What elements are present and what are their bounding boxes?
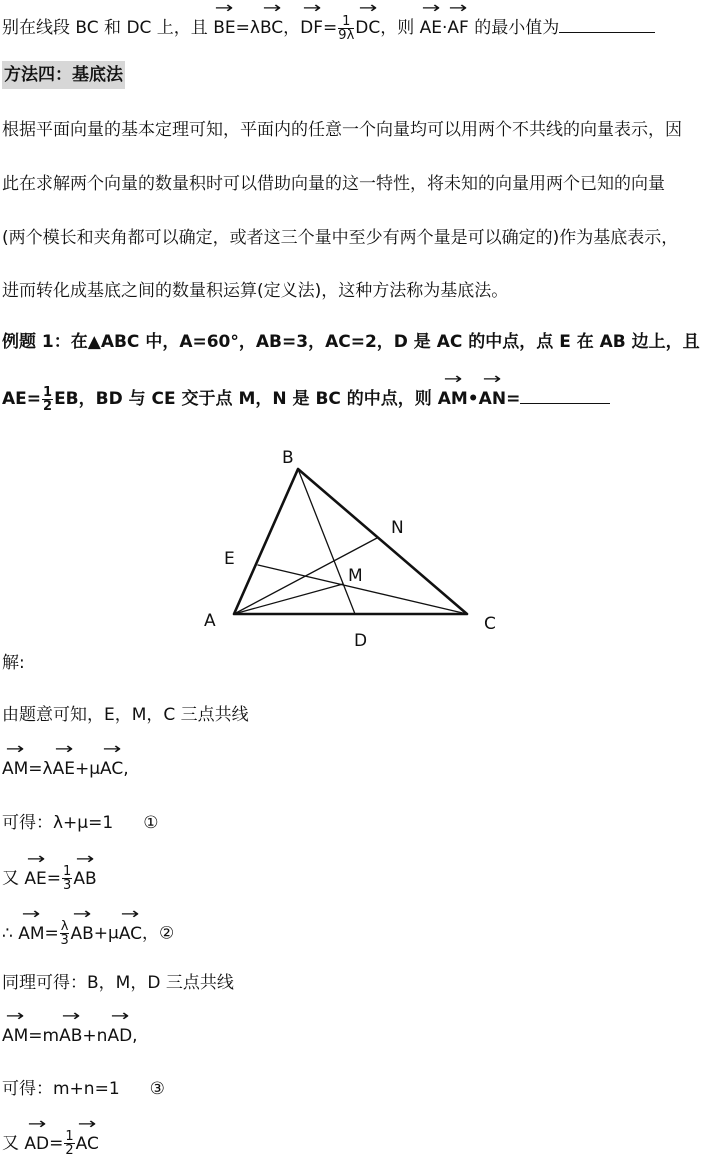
text: =λ (235, 18, 260, 38)
vector-ac: → AC (100, 758, 123, 780)
vector-ab: → AB (70, 923, 93, 945)
text: = (506, 389, 521, 409)
text: = (46, 868, 62, 889)
text: +μ (74, 759, 101, 779)
label-e: E (224, 549, 235, 569)
denominator: 2 (43, 398, 53, 414)
vector-ae: → AE (24, 868, 46, 890)
fraction (62, 865, 72, 892)
solution-step-3 (2, 812, 158, 834)
text: EB，BD 与 CE 交于点 M，N 是 BC 的中点，则 (54, 389, 438, 409)
text: , (132, 1026, 138, 1046)
denominator: 9λ (338, 27, 355, 43)
problem-tail-line (2, 14, 655, 42)
vector-ab: → AB (59, 1025, 82, 1047)
intro-line-4: 进而转化成基底之间的数量积运算(定义法)，这种方法称为基底法。 (2, 281, 509, 301)
solution-step-8 (2, 1078, 165, 1100)
text: ∴ (2, 923, 19, 944)
text: 又 (2, 1133, 25, 1154)
text: , (123, 759, 129, 779)
text: +μ (93, 923, 119, 944)
text: AE= (2, 389, 42, 409)
heading-text: 方法四：基底法 (2, 61, 125, 89)
vector-ad: → AD (107, 1025, 132, 1047)
label-n: N (391, 518, 404, 538)
solution-step-9 (2, 1130, 99, 1157)
vector-bc: → BC (260, 17, 283, 39)
text: ， (142, 923, 160, 944)
numerator: λ (60, 919, 69, 934)
text: 又 (2, 868, 25, 889)
denominator: 3 (60, 933, 69, 948)
solution-step-2 (2, 758, 129, 780)
segment-ce (258, 565, 467, 614)
text: =m (28, 1026, 60, 1046)
text: ， (283, 18, 301, 38)
vector-ad: → AD (24, 1133, 49, 1155)
label-a: A (204, 611, 216, 631)
vector-dc: → DC (355, 17, 380, 39)
vector-ac: → AC (119, 923, 142, 945)
triangle-abc (234, 469, 467, 614)
intro-line-1: 根据平面向量的基本定理可知，平面内的任意一个向量均可以用两个不共线的向量表示，因 (2, 120, 682, 140)
vector-df: → DF (300, 17, 323, 39)
label-m: M (348, 566, 363, 586)
label-d: D (354, 631, 368, 651)
vector-ae: → AE (420, 17, 442, 39)
numerator: 1 (338, 15, 354, 29)
segment-am (234, 584, 343, 614)
vector-ab: → AB (73, 868, 96, 890)
equation-marker: ② (159, 923, 175, 944)
vector-ae: → AE (53, 758, 75, 780)
text: +n (82, 1026, 108, 1046)
text: · (442, 18, 448, 38)
numerator: 1 (65, 1129, 74, 1144)
fraction (338, 15, 354, 42)
intro-line-3: (两个模长和夹角都可以确定，或者这三个量中至少有两个量是可以确定的)作为基底表示， (2, 228, 679, 248)
fraction (42, 386, 53, 413)
vector-an: → AN (479, 388, 506, 410)
text: ，则 (380, 18, 420, 38)
text: 别在线段 BC 和 DC 上，且 (2, 18, 214, 38)
answer-blank[interactable] (520, 385, 610, 404)
solution-step-5 (2, 920, 174, 947)
solution-title: 解: (2, 653, 25, 673)
example-line-2 (2, 385, 610, 413)
solution-step-1: 由题意可知，E，M，C 三点共线 (2, 705, 249, 725)
solution-step-7 (2, 1025, 138, 1047)
equation-marker: ③ (149, 1079, 165, 1099)
fraction (60, 920, 70, 947)
numerator: 1 (43, 384, 53, 400)
vector-am: → AM (2, 758, 28, 780)
text: 可得：m+n=1 (2, 1079, 120, 1099)
vector-af: → AF (447, 17, 468, 39)
vector-am: → AM (2, 1025, 28, 1047)
equation-marker: ① (143, 813, 159, 833)
text: = (49, 1133, 64, 1154)
vector-am: → AM (438, 388, 468, 410)
example-line-1: 例题 1：在▲ABC 中，A=60°，AB=3，AC=2，D 是 AC 的中点，点 E 在 AB 边上，且 (2, 332, 700, 352)
solution-step-6: 同理可得：B，M，D 三点共线 (2, 973, 234, 993)
denominator: 2 (65, 1143, 74, 1158)
text: = (44, 923, 59, 944)
solution-step-4 (2, 865, 97, 892)
vector-be: → BE (213, 17, 235, 39)
text: • (467, 389, 479, 409)
segment-bd (298, 469, 355, 614)
fraction (64, 1130, 74, 1157)
vector-ac: → AC (76, 1133, 99, 1155)
label-c: C (484, 614, 496, 634)
answer-blank[interactable] (559, 14, 655, 33)
intro-line-2: 此在求解两个向量的数量积时可以借助向量的这一特性，将未知的向量用两个已知的向量 (2, 174, 665, 194)
text: 的最小值为 (468, 18, 560, 38)
label-b: B (282, 448, 294, 468)
vector-am: → AM (18, 923, 44, 945)
denominator: 3 (63, 878, 72, 893)
text: =λ (28, 759, 53, 779)
text: 可得：λ+μ=1 (2, 813, 114, 833)
text: = (323, 18, 338, 38)
segment-an (234, 538, 377, 614)
section-heading (2, 64, 125, 86)
numerator: 1 (63, 864, 72, 879)
